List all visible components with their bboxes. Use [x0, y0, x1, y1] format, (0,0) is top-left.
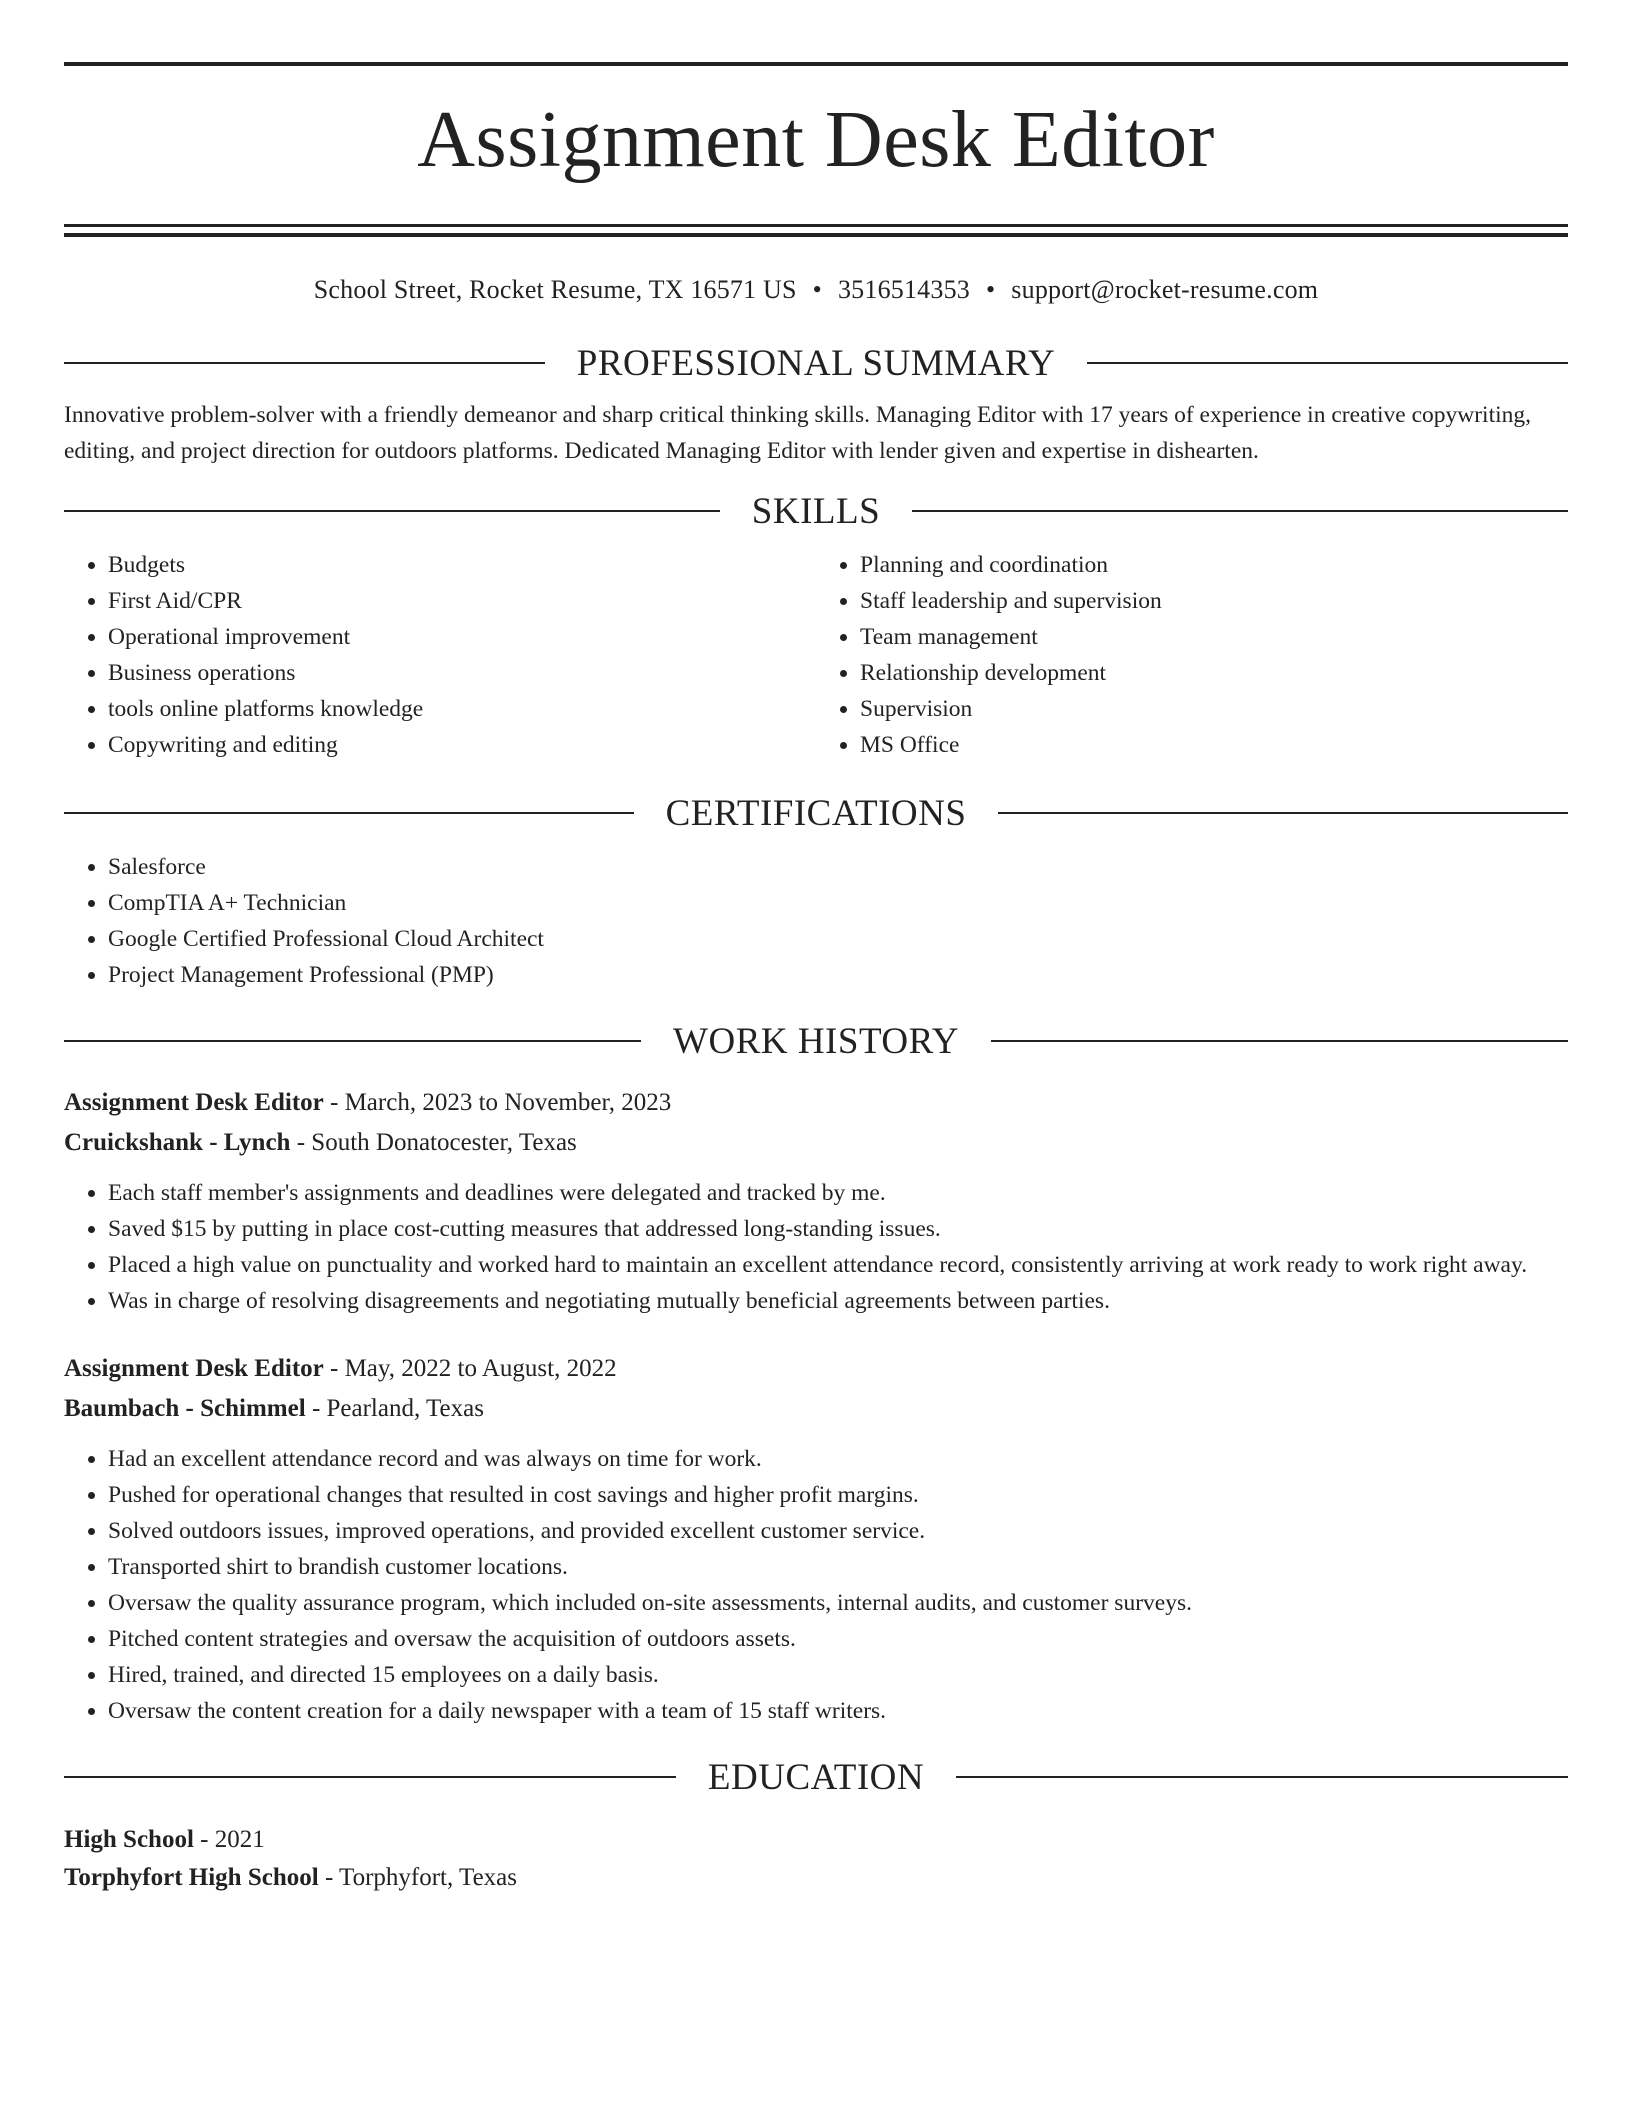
contact-separator: • [812, 275, 822, 304]
education-location: - Torphyfort, Texas [318, 1864, 518, 1891]
education-year: - 2021 [193, 1826, 265, 1853]
job-bullet: • Had an excellent attendance record and was always on time for work. [108, 1441, 1568, 1477]
certification-item: • Salesforce [108, 849, 1568, 885]
heading-rule-right [912, 510, 1568, 512]
heading-rule-right [1087, 362, 1568, 364]
education-heading [64, 1755, 1568, 1799]
education-degree: High School [64, 1826, 194, 1853]
skill-item: • Operational improvement [108, 619, 816, 655]
skill-item: • Team management [860, 619, 1568, 655]
skills-column-right [816, 547, 1568, 763]
job-dates: - May, 2022 to August, 2022 [323, 1355, 617, 1382]
job-bullet: • Saved $15 by putting in place cost-cutting measures that addressed long-standing issues. [108, 1211, 1568, 1247]
job-company-line [64, 1389, 1568, 1429]
job-entry [64, 1349, 1568, 1729]
education-school: Torphyfort High School [64, 1864, 319, 1891]
certification-item: • Google Certified Professional Cloud Architect [108, 921, 1568, 957]
job-bullet: • Oversaw the quality assurance program, which included on-site assessments, internal audits, and customer surveys. [108, 1585, 1568, 1621]
skill-item: • First Aid/CPR [108, 583, 816, 619]
skills-list [64, 547, 1568, 763]
heading-rule-left [64, 510, 720, 512]
education-school-line [64, 1859, 1568, 1897]
education-entry [64, 1821, 1568, 1897]
contact-address: School Street, Rocket Resume, TX 16571 US [313, 275, 797, 304]
job-bullet: • Was in charge of resolving disagreements and negotiating mutually beneficial agreements between parties. [108, 1283, 1568, 1319]
skill-item: • Copywriting and editing [108, 727, 816, 763]
job-company: Cruickshank - Lynch [64, 1129, 291, 1156]
skills-column-left [64, 547, 816, 763]
job-title: Assignment Desk Editor [64, 1355, 324, 1382]
skills-heading-title: SKILLS [751, 490, 881, 532]
job-company: Baumbach - Schimmel [64, 1395, 306, 1422]
double-rule [64, 224, 1568, 237]
summary-heading-title: PROFESSIONAL SUMMARY [576, 342, 1056, 384]
skill-item: • Planning and coordination [860, 547, 1568, 583]
contact-email: support@rocket-resume.com [1011, 275, 1319, 304]
job-title-line [64, 1083, 1568, 1123]
job-bullets [64, 1175, 1568, 1319]
certification-item: • CompTIA A+ Technician [108, 885, 1568, 921]
skill-item: • MS Office [860, 727, 1568, 763]
skill-item: • Budgets [108, 547, 816, 583]
job-location: - South Donatocester, Texas [290, 1129, 577, 1156]
job-bullet: • Transported shirt to brandish customer locations. [108, 1549, 1568, 1585]
work-history-heading [64, 1019, 1568, 1063]
heading-rule-left [64, 1040, 641, 1042]
education-degree-line [64, 1821, 1568, 1859]
heading-rule-left [64, 1776, 676, 1778]
job-entry [64, 1083, 1568, 1319]
job-bullet: • Placed a high value on punctuality and worked hard to maintain an excellent attendance record, consistently arriving at work ready to work right away. [108, 1247, 1568, 1283]
work-history-heading-title: WORK HISTORY [673, 1020, 959, 1062]
heading-rule-right [991, 1040, 1568, 1042]
skill-item: • Staff leadership and supervision [860, 583, 1568, 619]
job-dates: - March, 2023 to November, 2023 [323, 1089, 672, 1116]
skill-item: • tools online platforms knowledge [108, 691, 816, 727]
job-bullet: • Oversaw the content creation for a daily newspaper with a team of 15 staff writers. [108, 1693, 1568, 1729]
certifications-heading-title: CERTIFICATIONS [665, 792, 967, 834]
job-bullet: • Solved outdoors issues, improved operations, and provided excellent customer service. [108, 1513, 1568, 1549]
job-bullet: • Hired, trained, and directed 15 employees on a daily basis. [108, 1657, 1568, 1693]
contact-phone: 3516514353 [837, 275, 970, 304]
certifications-list [64, 849, 1568, 993]
job-location: - Pearland, Texas [305, 1395, 484, 1422]
summary-text: Innovative problem-solver with a friendly demeanor and sharp critical thinking skills. Managing Editor with 17 years of experience in creative copywriting, editing, and project direction for outdoors platforms. Dedicated Managing Editor with lender given and expertise in dishearten. [64, 402, 1532, 464]
job-bullet: • Pitched content strategies and oversaw the acquisition of outdoors assets. [108, 1621, 1568, 1657]
heading-rule-left [64, 812, 634, 814]
heading-rule-right [998, 812, 1568, 814]
skill-item: • Relationship development [860, 655, 1568, 691]
top-rule [64, 62, 1568, 66]
skill-item: • Business operations [108, 655, 816, 691]
job-title-line [64, 1349, 1568, 1389]
candidate-name: Assignment Desk Editor [417, 96, 1215, 184]
certifications-heading [64, 791, 1568, 835]
job-title: Assignment Desk Editor [64, 1089, 324, 1116]
heading-rule-left [64, 362, 545, 364]
education-heading-title: EDUCATION [707, 1756, 925, 1798]
contact-separator: • [985, 275, 996, 304]
certification-item: • Project Management Professional (PMP) [108, 957, 1568, 993]
skills-heading [64, 489, 1568, 533]
job-bullet: • Pushed for operational changes that resulted in cost savings and higher profit margins. [108, 1477, 1568, 1513]
skill-item: • Supervision [860, 691, 1568, 727]
heading-rule-right [956, 1776, 1568, 1778]
contact-line [64, 273, 1568, 307]
summary-heading [64, 341, 1568, 385]
job-company-line [64, 1123, 1568, 1163]
job-bullet: • Each staff member's assignments and deadlines were delegated and tracked by me. [108, 1175, 1568, 1211]
job-bullets [64, 1441, 1568, 1729]
